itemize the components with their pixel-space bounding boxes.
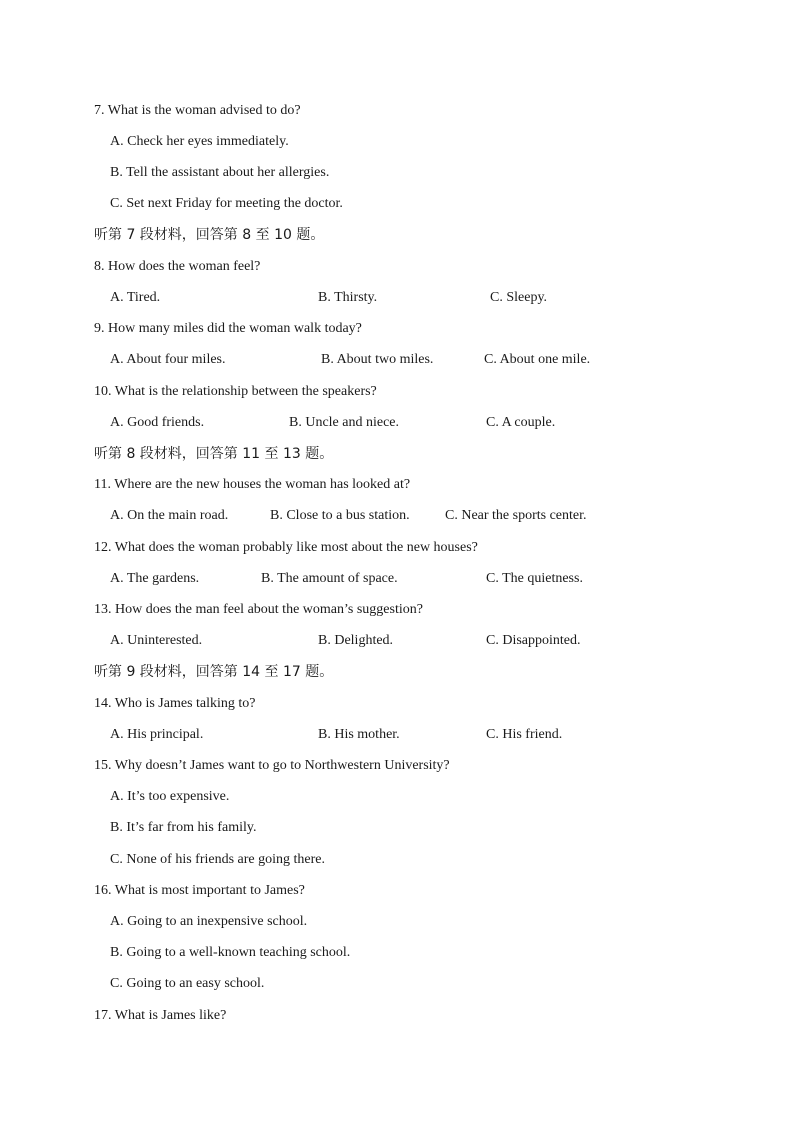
question-8: 8. How does the woman feel? [94,259,261,274]
question-9: 9. How many miles did the woman walk today? [94,321,362,336]
q7-option-a: A. Check her eyes immediately. [110,134,289,149]
q11-option-c: C. Near the sports center. [445,508,587,523]
q11-option-a: A. On the main road. [110,508,229,523]
q16-option-b: B. Going to a well-known teaching school. [110,945,351,960]
q15-option-b: B. It’s far from his family. [110,820,257,835]
section-heading-9: 听第 9 段材料，回答第 14 至 17 题。 [94,664,334,680]
q12-option-c: C. The quietness. [486,571,583,586]
q16-option-c: C. Going to an easy school. [110,976,265,991]
q14-option-b: B. His mother. [318,727,400,742]
question-14: 14. Who is James talking to? [94,696,256,711]
q9-option-b: B. About two miles. [321,352,434,367]
question-10: 10. What is the relationship between the speakers? [94,384,377,399]
question-16: 16. What is most important to James? [94,883,305,898]
question-12: 12. What does the woman probably like most about the new houses? [94,540,478,555]
q15-option-a: A. It’s too expensive. [110,789,230,804]
q14-option-c: C. His friend. [486,727,563,742]
q11-option-b: B. Close to a bus station. [270,508,410,523]
q12-option-a: A. The gardens. [110,571,200,586]
q16-option-a: A. Going to an inexpensive school. [110,914,308,929]
question-11: 11. Where are the new houses the woman has looked at? [94,477,411,492]
q9-option-c: C. About one mile. [484,352,591,367]
q12-option-b: B. The amount of space. [261,571,398,586]
q9-option-a: A. About four miles. [110,352,226,367]
q13-option-a: A. Uninterested. [110,633,203,648]
q8-option-a: A. Tired. [110,290,161,305]
question-7: 7. What is the woman advised to do? [94,103,301,118]
q7-option-c: C. Set next Friday for meeting the doctor. [110,196,343,211]
q13-option-c: C. Disappointed. [486,633,581,648]
q14-option-a: A. His principal. [110,727,204,742]
q10-option-c: C. A couple. [486,415,556,430]
section-heading-7: 听第 7 段材料，回答第 8 至 10 题。 [94,227,325,243]
section-heading-8: 听第 8 段材料，回答第 11 至 13 题。 [94,446,334,462]
q15-option-c: C. None of his friends are going there. [110,852,325,867]
question-15: 15. Why doesn’t James want to go to Northwestern University? [94,758,450,773]
q8-option-c: C. Sleepy. [490,290,548,305]
q13-option-b: B. Delighted. [318,633,394,648]
q10-option-a: A. Good friends. [110,415,205,430]
q10-option-b: B. Uncle and niece. [289,415,400,430]
question-17: 17. What is James like? [94,1008,227,1023]
question-13: 13. How does the man feel about the woman’s suggestion? [94,602,423,617]
q8-option-b: B. Thirsty. [318,290,378,305]
q7-option-b: B. Tell the assistant about her allergies. [110,165,330,180]
